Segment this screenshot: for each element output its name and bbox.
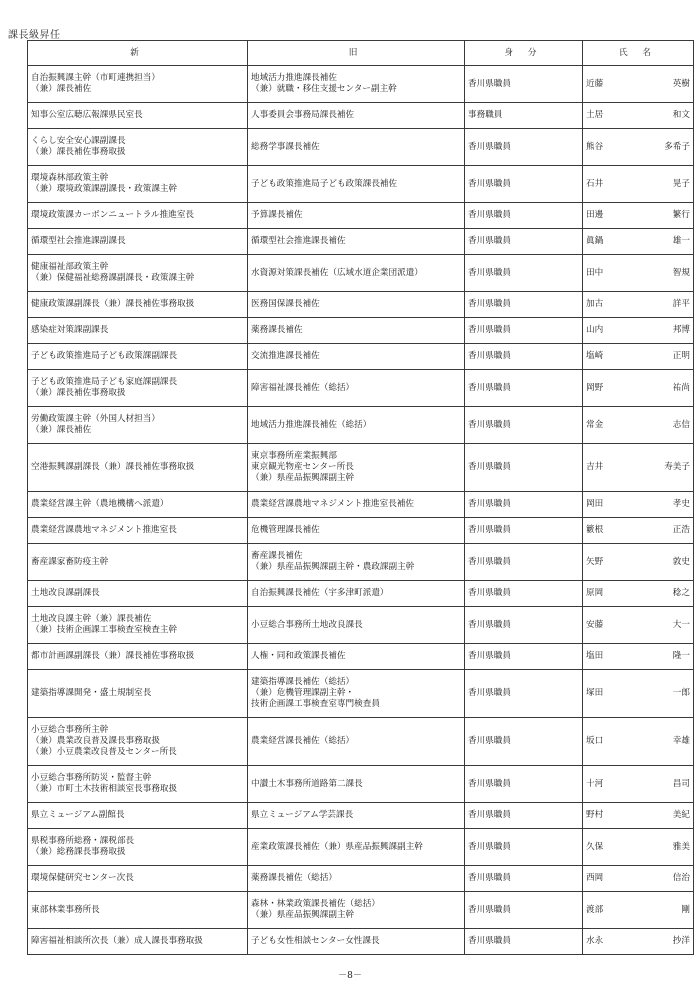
given-name: 幸雄 (672, 736, 690, 746)
new-position-cell: 畜産課家畜防疫主幹 (28, 544, 248, 581)
status-cell: 香川県職員 (465, 370, 583, 407)
given-name: 正明 (672, 351, 690, 361)
name-cell (583, 203, 694, 229)
appointment-table (27, 40, 694, 955)
status-cell: 香川県職員 (465, 929, 583, 955)
given-name: 多希子 (664, 141, 690, 152)
name-cell (583, 581, 694, 607)
table-row (28, 344, 694, 370)
new-position-cell: 循環型社会推進課副課長 (28, 229, 248, 255)
former-position-cell: 薬務課長補佐 (248, 318, 465, 344)
former-position-cell: 循環型社会推進課長補佐 (248, 229, 465, 255)
name-cell (583, 892, 694, 929)
family-name: 加古 (586, 299, 604, 309)
status-cell: 香川県職員 (465, 292, 583, 318)
new-position-cell: 環境森林部政策主幹 （兼）環境政策課副課長・政策課主幹 (28, 166, 248, 203)
family-name: 熊谷 (586, 141, 604, 152)
given-name: 詳平 (672, 299, 690, 309)
name-cell (583, 370, 694, 407)
former-position-cell: 交流推進課長補佐 (248, 344, 465, 370)
name-cell (583, 166, 694, 203)
former-position-cell: 森林・林業政策課長補佐（総括） （兼）県産品振興課副主幹 (248, 892, 465, 929)
new-position-cell: 環境保健研究センター次長 (28, 866, 248, 892)
table-row (28, 66, 694, 103)
given-name: 剛 (681, 904, 690, 915)
table-row (28, 866, 694, 892)
former-position-cell: 人権・同和政策課長補佐 (248, 644, 465, 670)
name-cell (583, 318, 694, 344)
given-name: 一郎 (672, 688, 690, 698)
table-row (28, 255, 694, 292)
status-cell: 香川県職員 (465, 718, 583, 766)
family-name: 水永 (586, 936, 604, 946)
former-position-cell: 小豆総合事務所土地改良課長 (248, 607, 465, 644)
table-row (28, 229, 694, 255)
table-row (28, 766, 694, 803)
new-position-cell: 土地改良課副課長 (28, 581, 248, 607)
family-name: 坂口 (586, 736, 604, 746)
new-position-cell: 農業経営課農地マネジメント推進室長 (28, 518, 248, 544)
new-position-cell: 子ども政策推進局子ども政策課副課長 (28, 344, 248, 370)
family-name: 塩崎 (586, 351, 604, 361)
status-cell: 香川県職員 (465, 581, 583, 607)
status-cell: 香川県職員 (465, 229, 583, 255)
given-name: 智規 (672, 267, 690, 278)
new-position-cell: 都市計画課副課長（兼）課長補佐事務取扱 (28, 644, 248, 670)
name-cell (583, 103, 694, 129)
status-cell: 香川県職員 (465, 129, 583, 166)
name-cell (583, 866, 694, 892)
family-name: 十河 (586, 778, 604, 789)
family-name: 矢野 (586, 556, 604, 567)
given-name: 晃子 (672, 178, 690, 189)
new-position-cell: 自治振興課主幹（市町連携担当） （兼）課長補佐 (28, 66, 248, 103)
given-name: 邦博 (672, 325, 690, 335)
former-position-cell: 産業政策課長補佐（兼）県産品振興課副主幹 (248, 829, 465, 866)
new-position-cell: 子ども政策推進局子ども家庭課副課長 （兼）課長補佐事務取扱 (28, 370, 248, 407)
new-position-cell: 障害福祉相談所次長（兼）成人課長事務取扱 (28, 929, 248, 955)
family-name: 常金 (586, 419, 604, 430)
given-name: 稔之 (672, 588, 690, 598)
new-position-cell: 小豆総合事務所主幹 （兼）農業改良普及課長事務取扱 （兼）小豆農業改良普及センター所長 (28, 718, 248, 766)
name-cell (583, 129, 694, 166)
given-name: 美紀 (672, 810, 690, 820)
new-position-cell: 空港振興課副課長（兼）課長補佐事務取扱 (28, 444, 248, 492)
column-header-status: 身 分 (465, 41, 583, 66)
status-cell: 香川県職員 (465, 492, 583, 518)
status-cell: 香川県職員 (465, 644, 583, 670)
name-cell (583, 292, 694, 318)
status-cell: 事務職員 (465, 103, 583, 129)
table-row (28, 829, 694, 866)
former-position-cell: 地域活力推進課長補佐 （兼）就職・移住支援センター副主幹 (248, 66, 465, 103)
given-name: 敦史 (672, 556, 690, 567)
status-cell: 香川県職員 (465, 866, 583, 892)
table-row (28, 103, 694, 129)
table-row (28, 518, 694, 544)
name-cell (583, 444, 694, 492)
name-cell (583, 544, 694, 581)
name-cell (583, 607, 694, 644)
name-cell (583, 803, 694, 829)
status-cell: 香川県職員 (465, 166, 583, 203)
family-name: 野村 (586, 810, 604, 820)
name-cell (583, 929, 694, 955)
former-position-cell: 自治振興課長補佐（宇多津町派遣） (248, 581, 465, 607)
new-position-cell: 労働政策課主幹（外国人材担当） （兼）課長補佐 (28, 407, 248, 444)
name-cell (583, 670, 694, 718)
given-name: 志信 (672, 419, 690, 430)
new-position-cell: 知事公室広聴広報課県民室長 (28, 103, 248, 129)
family-name: 近藤 (586, 78, 604, 89)
family-name: 岡野 (586, 382, 604, 393)
status-cell: 香川県職員 (465, 607, 583, 644)
column-header-new: 新 (28, 41, 248, 66)
table-row (28, 544, 694, 581)
new-position-cell: 農業経営課主幹（農地機構へ派遣） (28, 492, 248, 518)
family-name: 原岡 (586, 588, 604, 598)
given-name: 昌司 (672, 778, 690, 789)
status-cell: 香川県職員 (465, 803, 583, 829)
given-name: 寿美子 (664, 462, 690, 472)
family-name: 岡田 (586, 499, 604, 509)
status-cell: 香川県職員 (465, 766, 583, 803)
name-cell (583, 255, 694, 292)
former-position-cell: 県立ミュージアム学芸課長 (248, 803, 465, 829)
given-name: 英樹 (672, 78, 690, 89)
former-position-cell: 地域活力推進課長補佐（総括） (248, 407, 465, 444)
name-cell (583, 829, 694, 866)
status-cell: 香川県職員 (465, 407, 583, 444)
new-position-cell: 建築指導課開発・盛土規制室長 (28, 670, 248, 718)
former-position-cell: 人事委員会事務局課長補佐 (248, 103, 465, 129)
new-position-cell: 健康政策課副課長（兼）課長補佐事務取扱 (28, 292, 248, 318)
given-name: 大一 (672, 619, 690, 630)
family-name: 吉井 (586, 462, 604, 472)
family-name: 塚田 (586, 688, 604, 698)
given-name: 信治 (672, 873, 690, 883)
status-cell: 香川県職員 (465, 670, 583, 718)
former-position-cell: 畜産課長補佐 （兼）県産品振興課副主幹・農政課副主幹 (248, 544, 465, 581)
table-header-row (28, 41, 694, 66)
section-heading: 課長級昇任 (8, 30, 61, 41)
name-cell (583, 518, 694, 544)
table-row (28, 318, 694, 344)
former-position-cell: 障害福祉課長補佐（総括） (248, 370, 465, 407)
new-position-cell: 環境政策課カーボンニュートラル推進室長 (28, 203, 248, 229)
new-position-cell: 小豆総合事務所防災・監督主幹 （兼）市町土木技術相談室長事務取扱 (28, 766, 248, 803)
new-position-cell: 県立ミュージアム副館長 (28, 803, 248, 829)
status-cell: 香川県職員 (465, 829, 583, 866)
family-name: 籔根 (586, 525, 604, 535)
table-row (28, 581, 694, 607)
name-cell (583, 766, 694, 803)
given-name: 雄一 (672, 236, 690, 246)
given-name: 孝史 (672, 499, 690, 509)
table-row (28, 644, 694, 670)
family-name: 山内 (586, 325, 604, 335)
former-position-cell: 東京事務所産業振興部 東京観光物産センター所長 （兼）県産品振興課副主幹 (248, 444, 465, 492)
former-position-cell: 危機管理課長補佐 (248, 518, 465, 544)
table-row (28, 929, 694, 955)
column-header-old: 旧 (248, 41, 465, 66)
former-position-cell: 水資源対策課長補佐（広域水道企業団派遣） (248, 255, 465, 292)
column-header-name: 氏 名 (583, 41, 694, 66)
family-name: 眞鍋 (586, 236, 604, 246)
status-cell: 香川県職員 (465, 66, 583, 103)
given-name: 正浩 (672, 525, 690, 535)
former-position-cell: 子ども政策推進局子ども政策課長補佐 (248, 166, 465, 203)
table-row (28, 492, 694, 518)
family-name: 土居 (586, 110, 604, 120)
name-cell (583, 407, 694, 444)
table-row (28, 670, 694, 718)
family-name: 渡部 (586, 904, 604, 915)
table-row (28, 803, 694, 829)
name-cell (583, 344, 694, 370)
table-row (28, 892, 694, 929)
table-row (28, 203, 694, 229)
former-position-cell: 子ども女性相談センター女性課長 (248, 929, 465, 955)
page-number: －8－ (338, 971, 362, 981)
former-position-cell: 予算課長補佐 (248, 203, 465, 229)
new-position-cell: 健康福祉部政策主幹 （兼）保健福祉総務課副課長・政策課主幹 (28, 255, 248, 292)
name-cell (583, 492, 694, 518)
new-position-cell: くらし安全安心課副課長 （兼）課長補佐事務取扱 (28, 129, 248, 166)
table-row (28, 166, 694, 203)
table-row (28, 444, 694, 492)
former-position-cell: 農業経営課農地マネジメント推進室長補佐 (248, 492, 465, 518)
new-position-cell: 感染症対策課副課長 (28, 318, 248, 344)
status-cell: 香川県職員 (465, 518, 583, 544)
table-row (28, 129, 694, 166)
former-position-cell: 農業経営課長補佐（総括） (248, 718, 465, 766)
name-cell (583, 229, 694, 255)
family-name: 安藤 (586, 619, 604, 630)
family-name: 久保 (586, 841, 604, 852)
status-cell: 香川県職員 (465, 444, 583, 492)
given-name: 繁行 (672, 210, 690, 220)
name-cell (583, 644, 694, 670)
status-cell: 香川県職員 (465, 318, 583, 344)
former-position-cell: 薬務課長補佐（総括） (248, 866, 465, 892)
name-cell (583, 718, 694, 766)
given-name: 抄洋 (672, 936, 690, 946)
table-row (28, 407, 694, 444)
status-cell: 香川県職員 (465, 544, 583, 581)
status-cell: 香川県職員 (465, 203, 583, 229)
table-row (28, 370, 694, 407)
family-name: 西岡 (586, 873, 604, 883)
former-position-cell: 医務国保課長補佐 (248, 292, 465, 318)
family-name: 田邊 (586, 210, 604, 220)
former-position-cell: 建築指導課長補佐（総括） （兼）危機管理課副主幹・ 技術企画課工事検査室専門検査員 (248, 670, 465, 718)
new-position-cell: 土地改良課主幹（兼）課長補佐 （兼）技術企画課工事検査室検査主幹 (28, 607, 248, 644)
new-position-cell: 県税事務所総務・課税部長 （兼）総務課長事務取扱 (28, 829, 248, 866)
given-name: 隆一 (672, 651, 690, 661)
former-position-cell: 中讃土木事務所道路第二課長 (248, 766, 465, 803)
family-name: 田中 (586, 267, 604, 278)
given-name: 和文 (672, 110, 690, 120)
table-row (28, 607, 694, 644)
name-cell (583, 66, 694, 103)
former-position-cell: 総務学事課長補佐 (248, 129, 465, 166)
given-name: 祐尚 (672, 382, 690, 393)
table-row (28, 718, 694, 766)
family-name: 塩田 (586, 651, 604, 661)
status-cell: 香川県職員 (465, 255, 583, 292)
new-position-cell: 東部林業事務所長 (28, 892, 248, 929)
status-cell: 香川県職員 (465, 892, 583, 929)
status-cell: 香川県職員 (465, 344, 583, 370)
table-row (28, 292, 694, 318)
given-name: 雅美 (672, 841, 690, 852)
family-name: 石井 (586, 178, 604, 189)
